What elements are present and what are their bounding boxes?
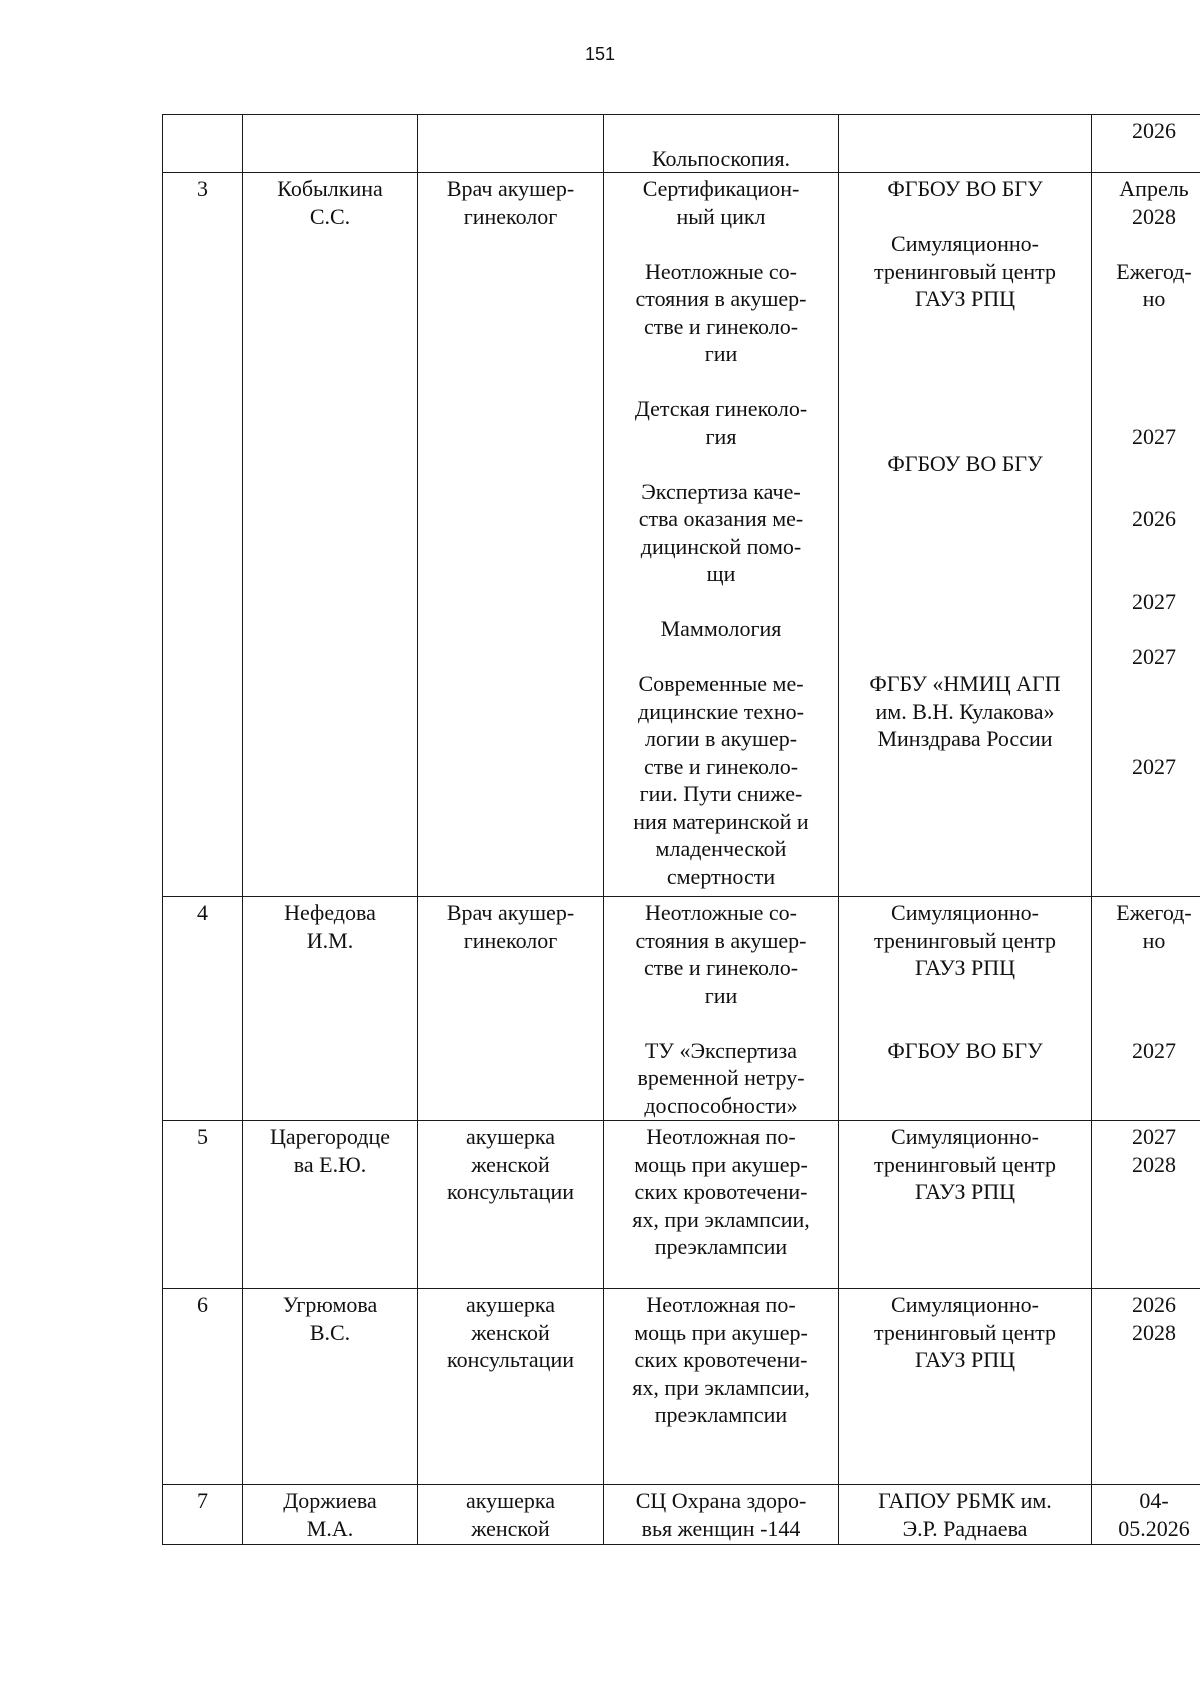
name-cell (243, 173, 418, 897)
staff-training-table (162, 114, 1200, 1545)
name-cell (243, 897, 418, 1121)
course-name: Неотложная по- мощь при акушер- ских кровотечени- ях, при эклампсии, преэклампсии (632, 1124, 810, 1259)
employee-name: Кобылкина С.С. (277, 176, 383, 229)
employee-position: Врач акушер- гинеколог (446, 176, 575, 229)
table-row (163, 1485, 1200, 1545)
row-number-cell (163, 1289, 243, 1485)
training-period: 2027 (1132, 588, 1176, 614)
page-number: 151 (584, 44, 616, 64)
organization-name: Симуляционно- тренинговый центр ГАУЗ РПЦ (873, 231, 1057, 311)
course-name: ТУ «Экспертиза временной нетру- доспособности» (637, 1037, 805, 1118)
table-row (163, 897, 1200, 1121)
row-number-cell (163, 115, 243, 173)
employee-name: Царегородце ва Е.Ю. (270, 1124, 390, 1177)
employee-name: Нефедова И.М. (284, 900, 376, 953)
training-period: 2027 (1132, 643, 1176, 669)
organization-cell (839, 173, 1092, 897)
course-cell (604, 173, 839, 897)
training-period: Ежегод- но (1116, 900, 1192, 953)
training-period: 2026 (1132, 506, 1176, 531)
name-cell (243, 1289, 418, 1485)
name-cell (243, 115, 418, 173)
table-row (163, 1121, 1200, 1289)
training-period: 2026 2028 (1132, 1292, 1176, 1345)
period-cell (1092, 173, 1200, 897)
course-name: Маммология (660, 616, 782, 641)
course-cell (604, 1289, 839, 1485)
training-period: 2027 (1132, 753, 1176, 779)
training-period: 2027 2028 (1132, 1124, 1176, 1177)
employee-position: акушерка женской консультации (447, 1124, 574, 1204)
organization-name: Симуляционно- тренинговый центр ГАУЗ РПЦ (873, 1292, 1057, 1372)
training-period: 2026 (1132, 118, 1176, 143)
employee-name: Доржиева М.А. (283, 1488, 377, 1541)
period-cell (1092, 115, 1200, 173)
course-name: СЦ Охрана здоро- вья женщин -144 (635, 1488, 807, 1541)
row-number-cell (163, 173, 243, 897)
training-period: 2027 (1132, 1037, 1176, 1063)
training-period: 04- 05.2026 (1118, 1488, 1190, 1541)
course-cell (604, 1121, 839, 1289)
name-cell (243, 1121, 418, 1289)
organization-name: ФГБУ «НМИЦ АГП им. В.Н. Кулакова» Минздрава России (869, 671, 1061, 751)
employee-position: Врач акушер- гинеколог (446, 900, 575, 953)
period-cell (1092, 1121, 1200, 1289)
organization-name: Симуляционно- тренинговый центр ГАУЗ РПЦ (873, 900, 1057, 980)
training-period: Ежегод- но (1116, 258, 1192, 311)
period-cell (1092, 897, 1200, 1121)
organization-cell (839, 897, 1092, 1121)
row-number: 5 (197, 1124, 208, 1149)
organization-name: ФГБОУ ВО БГУ (887, 176, 1043, 201)
position-cell (418, 1121, 604, 1289)
position-cell (418, 1485, 604, 1545)
position-cell (418, 897, 604, 1121)
course-name: Современные ме- дицинские техно- логии в акушер- стве и гинеколо- гии. Пути сниже- ния материнской и младенческой смертности (633, 671, 809, 889)
organization-name: ФГБОУ ВО БГУ (887, 1037, 1043, 1063)
course-cell (604, 897, 839, 1121)
row-number-cell (163, 1485, 243, 1545)
organization-cell (839, 115, 1092, 173)
organization-cell (839, 1121, 1092, 1289)
position-cell (418, 1289, 604, 1485)
course-name: Неотложная по- мощь при акушер- ских кровотечени- ях, при эклампсии, преэклампсии (632, 1292, 810, 1427)
employee-name: Угрюмова В.С. (282, 1292, 378, 1345)
course-cell (604, 1485, 839, 1545)
position-cell (418, 173, 604, 897)
position-cell (418, 115, 604, 173)
course-name: Экспертиза каче- ства оказания ме- дицинской помо- щи (638, 478, 804, 586)
organization-name: Симуляционно- тренинговый центр ГАУЗ РПЦ (873, 1124, 1057, 1204)
table-row (163, 115, 1200, 173)
organization-name: ФГБОУ ВО БГУ (887, 451, 1043, 476)
course-cell (604, 115, 839, 173)
name-cell (243, 1485, 418, 1545)
employee-position: акушерка женской (466, 1488, 555, 1541)
table-row (163, 173, 1200, 897)
row-number: 7 (197, 1488, 208, 1513)
row-number: 6 (197, 1292, 208, 1317)
course-name: Неотложные со- стояния в акушер- стве и гинеколо- гии (635, 258, 807, 366)
period-cell (1092, 1485, 1200, 1545)
course-name: Кольпоскопия. (651, 145, 791, 171)
training-period: 2027 (1132, 423, 1176, 449)
organization-cell (839, 1485, 1092, 1545)
course-name: Неотложные со- стояния в акушер- стве и гинеколо- гии (635, 900, 807, 1008)
training-period: Апрель 2028 (1119, 176, 1189, 229)
employee-position: акушерка женской консультации (447, 1292, 574, 1372)
organization-name: ГАПОУ РБМК им. Э.Р. Раднаева (878, 1488, 1052, 1541)
period-cell (1092, 1289, 1200, 1485)
row-number-cell (163, 1121, 243, 1289)
row-number-cell (163, 897, 243, 1121)
organization-cell (839, 1289, 1092, 1485)
table-row (163, 1289, 1200, 1485)
course-name: Детская гинеколо- гия (634, 396, 808, 449)
course-name: Сертификацион- ный цикл (642, 176, 800, 229)
row-number: 4 (197, 900, 208, 925)
row-number: 3 (197, 176, 208, 201)
